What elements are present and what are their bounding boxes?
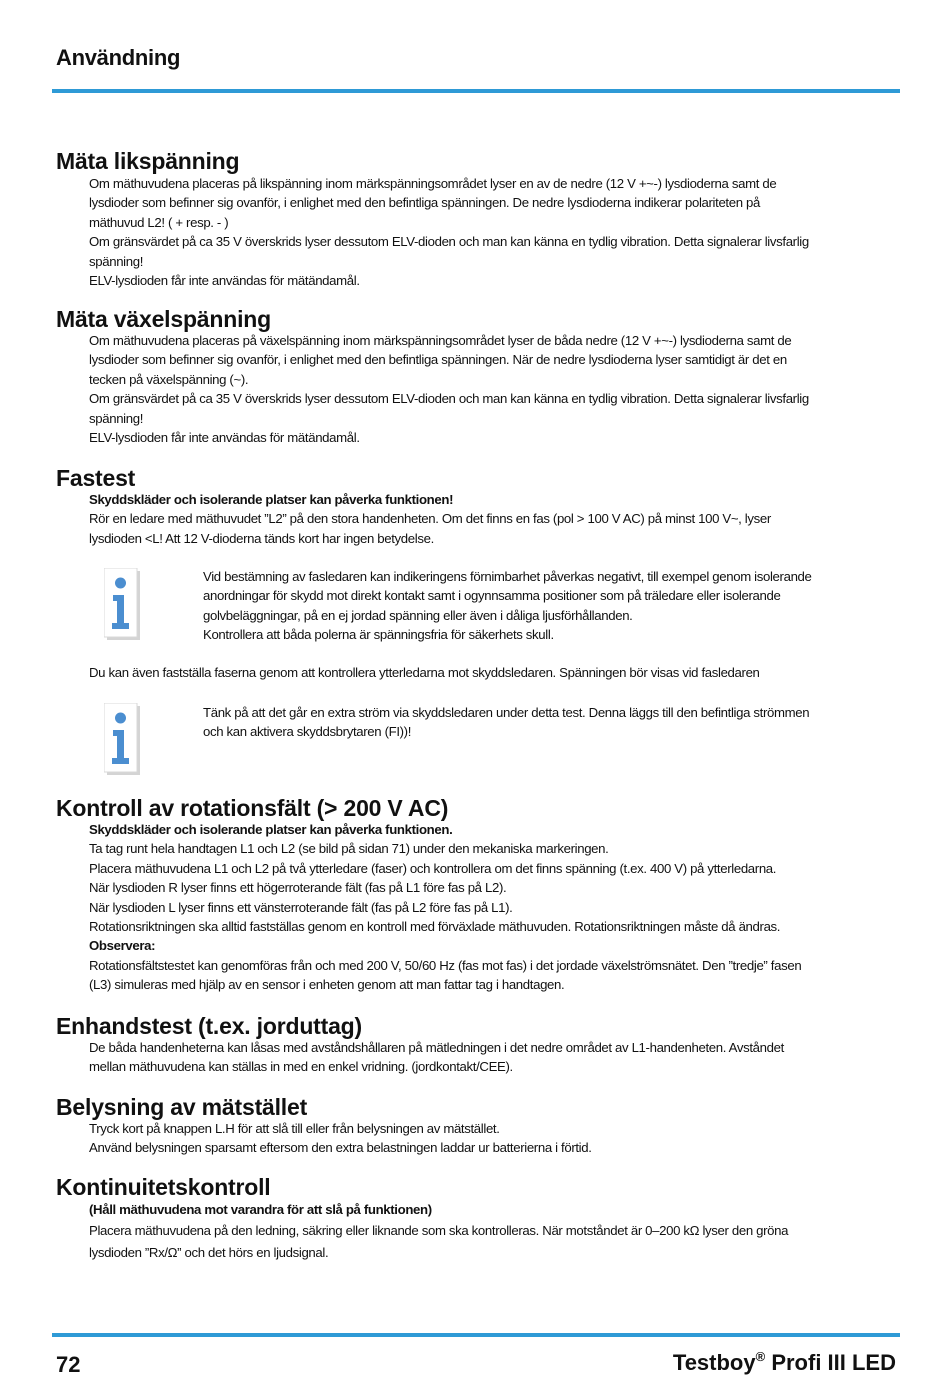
registered-mark: ® <box>755 1349 766 1364</box>
section-heading-one-hand: Enhandstest (t.ex. jorduttag) <box>56 1013 362 1039</box>
section-body-dc <box>89 174 904 290</box>
text-line: spänning! <box>89 253 144 269</box>
section-body-continuity <box>89 1200 904 1262</box>
footer-divider <box>52 1333 900 1337</box>
text-line: När lysdioden R lyser finns ett högerroterande fält (fas på L1 före fas på L2). <box>89 880 507 896</box>
text-line: Placera mäthuvudena på den ledning, säkring eller liknande som ska kontrolleras. När motståndet är 0–200 kΩ lyser den gröna <box>89 1223 789 1239</box>
section-heading-dc: Mäta likspänning <box>56 148 240 174</box>
text-line: Om gränsvärdet på ca 35 V överskrids lyser dessutom ELV-dioden och man kan känna en tydlig vibration. Detta signalerar livsfarlig <box>89 391 809 407</box>
text-line: Om mäthuvudena placeras på växelspänning inom märkspänningsområdet lyser de båda nedre (12 V +~-) lysdioderna samt de <box>89 333 792 348</box>
info-icon <box>104 703 140 775</box>
text-line: golvbeläggningar, på en ej jordad spänning eller även i dåliga ljusförhållanden. <box>203 607 633 623</box>
section-heading-ac: Mäta växelspänning <box>56 306 271 332</box>
text-line: och kan aktivera skyddsbrytaren (FI))! <box>203 724 412 740</box>
info-note-1 <box>203 567 903 645</box>
observe-label: Observera: <box>89 938 156 954</box>
page-header-title: Användning <box>56 45 181 70</box>
section-body-phase-test <box>89 490 904 548</box>
model-name: Profi III LED <box>765 1350 896 1375</box>
header-divider <box>52 89 900 93</box>
text-line: lysdioder som befinner sig ovanför, i enlighet med den befintliga spänningen. De nedre lysdioderna indikerar polariteten på <box>89 195 760 211</box>
text-line: lysdioden <L! Att 12 V-dioderna tänds kort har ingen betydelse. <box>89 530 434 546</box>
text-line: (L3) simuleras med hjälp av en sensor i enheten genom att man fattar tag i handtagen. <box>89 977 565 993</box>
info-note-2 <box>203 703 903 742</box>
text-line: Vid bestämning av fasledaren kan indikeringens förnimbarhet påverkas negativt, till exempel genom isolerande <box>203 569 812 584</box>
text-line: ELV-lysdioden får inte användas för mätändamål. <box>89 273 360 289</box>
section-heading-phase-test: Fastest <box>56 465 136 491</box>
text-line: lysdioden ”Rx/Ω” och det hörs en ljudsignal. <box>89 1244 329 1260</box>
text-line: lysdioder som befinner sig ovanför, i enlighet med den befintliga spänningen. När de nedre lysdioderna lyser samtidigt är det en <box>89 352 787 368</box>
text-line: Rotationsfältstestet kan genomföras från och med 200 V, 50/60 Hz (fas mot fas) i det jordade växelströmsnätet. Den ”tredje” fasen <box>89 957 802 973</box>
text-line: tecken på växelspänning (~). <box>89 371 249 387</box>
text-line: mäthuvud L2! ( + resp. - ) <box>89 214 229 230</box>
section-heading-rotation: Kontroll av rotationsfält (> 200 V AC) <box>56 795 449 821</box>
phase-text-mid <box>89 663 904 682</box>
text-line: Kontrollera att båda polerna är spänningsfria för säkerhets skull. <box>203 627 554 643</box>
text-line: mellan mäthuvudena kan ställas in med en enkel vridning. (jordkontakt/CEE). <box>89 1059 513 1075</box>
section-body-ac <box>89 331 904 447</box>
text-line: Du kan även fastställa faserna genom att kontrollera ytterledarna mot skyddsledaren. Spänningen bör visas vid fasledaren <box>89 665 760 680</box>
section-body-one-hand <box>89 1038 904 1077</box>
info-icon <box>104 568 140 640</box>
text-line: Rör en ledare med mäthuvudet ”L2” på den stora handenheten. Om det finns en fas (pol > 100 V AC) på minst 100 V~, lyser <box>89 511 771 527</box>
text-line: anordningar för skydd mot direkt kontakt samt i ogynnsamma positioner som på träledare eller isolerande <box>203 588 781 604</box>
text-line: De båda handenheterna kan låsas med avståndshållaren på mätledningen i det nedre området av L1-handenheten. Avståndet <box>89 1040 784 1055</box>
section-heading-lighting: Belysning av mätstället <box>56 1094 308 1120</box>
warning-text: Skyddskläder och isolerande platser kan påverka funktionen. <box>89 822 453 837</box>
text-line: spänning! <box>89 410 144 426</box>
footer-product-name <box>673 1350 896 1376</box>
text-line: Tänk på att det går en extra ström via skyddsledaren under detta test. Denna läggs till den befintliga strömmen <box>203 705 810 720</box>
text-line: Ta tag runt hela handtagen L1 och L2 (se bild på sidan 71) under den mekaniska markeringen. <box>89 841 609 857</box>
section-heading-continuity: Kontinuitetskontroll <box>56 1174 271 1200</box>
text-line: Använd belysningen sparsamt eftersom den extra belastningen laddar ur batterierna i förtid. <box>89 1140 592 1156</box>
warning-text: (Håll mäthuvudena mot varandra för att slå på funktionen) <box>89 1202 432 1217</box>
section-body-lighting <box>89 1119 904 1158</box>
section-body-rotation <box>89 820 904 995</box>
page-number: 72 <box>56 1352 81 1377</box>
text-line: Tryck kort på knappen L.H för att slå till eller från belysningen av mätstället. <box>89 1121 500 1136</box>
text-line: ELV-lysdioden får inte användas för mätändamål. <box>89 430 360 446</box>
text-line: Om gränsvärdet på ca 35 V överskrids lyser dessutom ELV-dioden och man kan känna en tydlig vibration. Detta signalerar livsfarlig <box>89 234 809 250</box>
text-line: Rotationsriktningen ska alltid fastställas genom en kontroll med förväxlade mäthuvuden. Rotationsriktningen måste då ändras. <box>89 919 781 935</box>
brand-name: Testboy <box>672 1350 756 1375</box>
text-line: Placera mäthuvudena L1 och L2 på två ytterledare (faser) och kontrollera om det finns spänning (t.ex. 400 V) på ytterledarna. <box>89 860 777 876</box>
text-line: Om mäthuvudena placeras på likspänning inom märkspänningsområdet lyser en av de nedre (12 V +~-) lysdioderna samt de <box>89 176 777 191</box>
warning-text: Skyddskläder och isolerande platser kan påverka funktionen! <box>89 492 454 507</box>
text-line: När lysdioden L lyser finns ett vänsterroterande fält (fas på L2 före fas på L1). <box>89 899 513 915</box>
